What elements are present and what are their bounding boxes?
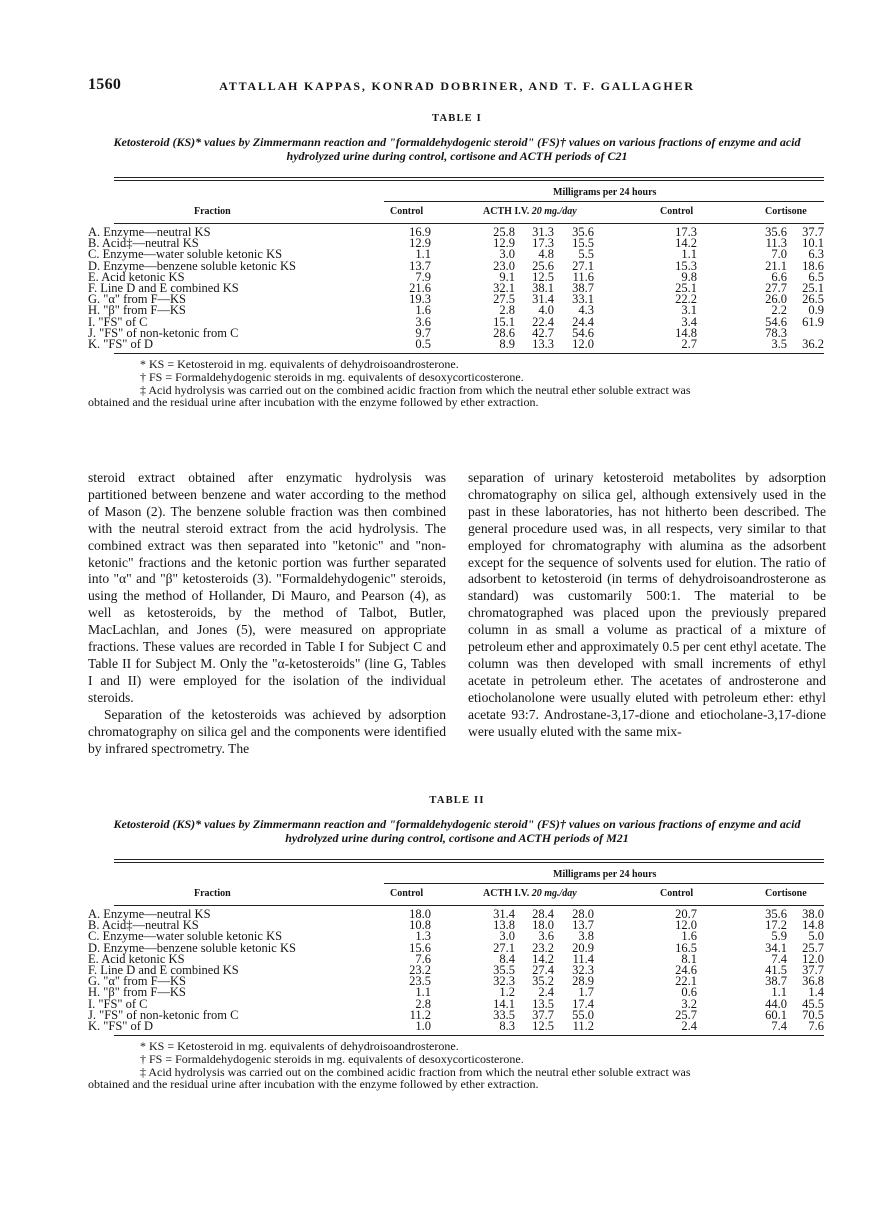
table-cell: 3.4: [681, 314, 697, 329]
table-cell: 21.6: [409, 280, 431, 295]
table-cell: 32.1: [493, 280, 515, 295]
table-cell: 35.2: [532, 974, 554, 989]
fraction-label: F. Line D and E combined KS: [88, 962, 239, 977]
table-cell: 8.4: [499, 951, 515, 966]
table-cell: 8.1: [681, 951, 697, 966]
footnote-acid-continued: obtained and the residual urine after incubation with the enzyme followed by ether extraction.: [88, 1077, 539, 1092]
table-cell: 6.6: [771, 269, 787, 284]
acth-heading-prefix: ACTH I.V.: [483, 206, 532, 217]
milligrams-heading: Milligrams per 24 hours: [553, 869, 657, 880]
fraction-heading: Fraction: [194, 206, 231, 217]
table-cell: 26.0: [765, 292, 787, 307]
fraction-label: I. "FS" of C: [88, 314, 148, 329]
table-cell: 28.6: [493, 325, 515, 340]
table-row: [88, 280, 826, 295]
fraction-label: A. Enzyme—neutral KS: [88, 225, 211, 239]
table-row: [88, 987, 826, 998]
table-cell: 28.0: [572, 907, 594, 921]
fraction-label: G. "α" from F—KS: [88, 974, 187, 989]
footnote-ks: * KS = Ketosteroid in mg. equivalents of dehydroisoandrosterone.: [140, 1039, 459, 1054]
table-cell: 41.5: [765, 962, 787, 977]
table-cell: 7.6: [808, 1018, 824, 1033]
table-label: TABLE I: [432, 113, 482, 124]
table-body: [88, 906, 826, 1035]
table-cell: 12.5: [532, 269, 554, 284]
fraction-label: E. Acid ketonic KS: [88, 269, 185, 284]
table-cell: 31.4: [532, 292, 554, 307]
running-head: ATTALLAH KAPPAS, KONRAD DOBRINER, AND T. F. GALLAGHER: [219, 79, 695, 93]
table-cell: 38.7: [572, 280, 594, 295]
table-cell: 21.1: [765, 258, 787, 273]
table-cell: 37.7: [802, 962, 824, 977]
table-cell: 37.7: [802, 225, 824, 239]
table-cell: 0.5: [415, 336, 431, 351]
table-cell: 11.3: [765, 236, 787, 251]
table-cell: 7.9: [415, 269, 431, 284]
table-cell: 1.6: [415, 303, 431, 318]
table-cell: 18.6: [802, 258, 824, 273]
table-cell: 9.7: [415, 325, 431, 340]
left-column: [88, 470, 446, 757]
fraction-label: A. Enzyme—neutral KS: [88, 907, 211, 921]
table-cell: 27.1: [572, 258, 594, 273]
table-cell: 1.1: [415, 985, 431, 1000]
table-cell: 27.4: [532, 962, 554, 977]
table-cell: 1.1: [415, 247, 431, 262]
acth-heading: [483, 206, 577, 217]
footnote-ks: * KS = Ketosteroid in mg. equivalents of dehydroisoandrosterone.: [140, 357, 459, 372]
table-cell: 1.1: [681, 247, 697, 262]
table-cell: 33.1: [572, 292, 594, 307]
fraction-label: K. "FS" of D: [88, 1018, 154, 1033]
table-1: [88, 113, 826, 409]
table-label: TABLE II: [429, 795, 485, 806]
fraction-label: H. "β" from F—KS: [88, 985, 186, 1000]
table-cell: 38.1: [532, 280, 554, 295]
table-cell: 35.6: [572, 225, 594, 239]
table-cell: 31.4: [493, 907, 515, 921]
table-cell: 12.5: [532, 1018, 554, 1033]
fraction-heading: Fraction: [194, 888, 231, 899]
table-row: [88, 1018, 826, 1033]
table-cell: 28.4: [532, 907, 554, 921]
table-cell: 33.5: [493, 1007, 515, 1022]
table-cell: 27.5: [493, 292, 515, 307]
table-cell: 13.7: [409, 258, 431, 273]
paragraph: steroid extract obtained after enzymatic hydrolysis was partitioned between benzene and water according to the method of Mason (2). The benzene soluble fraction was then combined with the neutral steroid extract from the acid hydrolysis. The combined extract was then separated into "ketonic" and "non-ketonic" fractions and the ketonic portion was further separated into "α" and "β" ketosteroids (3). "Formaldehydogenic" steroids, using the method of Hollander, Di Mauro, and Pearson (4), as well as ketosteroids, by the method of Talbot, Butler, MacLachlan, and Jones (5), were measured on appropriate fractions. These values are recorded in Table I for Subject C and Table II for Subject M. Only the "α-ketosteroids" (line G, Tables I and II) were employed for the isolation of the individual steroids.: [88, 470, 446, 705]
fraction-label: C. Enzyme—water soluble ketonic KS: [88, 929, 283, 944]
fraction-label: D. Enzyme—benzene soluble ketonic KS: [88, 940, 296, 955]
table-cell: 3.5: [771, 336, 787, 351]
table-column-headers: [88, 863, 826, 905]
table-row: [88, 294, 826, 305]
table-cell: 31.3: [532, 225, 554, 239]
table-cell: 78.3: [765, 325, 787, 340]
table-row: [88, 258, 826, 273]
fraction-label: F. Line D and E combined KS: [88, 280, 239, 295]
acth-heading: [483, 888, 577, 899]
table-cell: 10.1: [802, 236, 824, 251]
table-cell: 14.2: [532, 951, 554, 966]
table-cell: 3.1: [681, 303, 697, 318]
table-cell: 7.6: [415, 951, 431, 966]
table-cell: 13.5: [532, 996, 554, 1011]
table-cell: 2.2: [771, 303, 787, 318]
table-cell: 27.1: [493, 940, 515, 955]
table-cell: 10.8: [409, 918, 431, 933]
table-footnotes: [88, 358, 826, 409]
table-cell: 11.2: [572, 1018, 594, 1033]
table-cell: 6.5: [808, 269, 824, 284]
table-cell: 12.0: [802, 951, 824, 966]
table-cell: 55.0: [572, 1007, 594, 1022]
table-cell: 12.0: [572, 336, 594, 351]
table-cell: 25.1: [675, 280, 697, 295]
table-cell: 60.1: [765, 1007, 787, 1022]
footnote-fs: † FS = Formaldehydogenic steroids in mg. equivalents of desoxycorticosterone.: [140, 369, 524, 384]
table-cell: 18.0: [532, 918, 554, 933]
table-column-headers: [88, 181, 826, 223]
table-cell: 17.4: [572, 996, 594, 1011]
table-cell: 32.3: [572, 962, 594, 977]
table-2: [88, 795, 826, 1091]
table-cell: 2.7: [681, 336, 697, 351]
acth-heading-dose: 20 mg./day: [531, 206, 577, 217]
fraction-label: E. Acid ketonic KS: [88, 951, 185, 966]
table-cell: 3.8: [578, 929, 594, 944]
table-cell: 1.3: [415, 929, 431, 944]
table-cell: 44.0: [765, 996, 787, 1011]
table-cell: 23.0: [493, 258, 515, 273]
table-cell: 23.2: [532, 940, 554, 955]
paragraph: Separation of the ketosteroids was achieved by adsorption chromatography on silica gel and the components were identified by infrared spectrometry. The: [88, 706, 446, 756]
page-number: 1560: [88, 76, 122, 93]
table-cell: 5.0: [808, 929, 824, 944]
footnote-acid-continued: obtained and the residual urine after incubation with the enzyme followed by ether extraction.: [88, 395, 539, 410]
table-cell: 11.6: [572, 269, 594, 284]
table-cell: 23.2: [409, 962, 431, 977]
table-cell: 11.4: [572, 951, 594, 966]
table-cell: 4.8: [538, 247, 554, 262]
cortisone-heading: Cortisone: [765, 206, 807, 217]
table-cell: 1.1: [771, 985, 787, 1000]
table-cell: 27.7: [765, 280, 787, 295]
table-cell: 1.0: [415, 1018, 431, 1033]
table-cell: 5.9: [771, 929, 787, 944]
table-cell: 17.3: [532, 236, 554, 251]
table-cell: 12.9: [493, 236, 515, 251]
table-cell: 2.8: [499, 303, 515, 318]
table-row: [88, 962, 826, 977]
table-cell: 37.7: [532, 1007, 554, 1022]
control-heading: Control: [390, 888, 424, 899]
table-cell: 22.2: [675, 292, 697, 307]
body-text: [88, 470, 826, 780]
table-cell: 15.3: [675, 258, 697, 273]
fraction-label: K. "FS" of D: [88, 336, 154, 351]
table-cell: 25.6: [532, 258, 554, 273]
table-cell: 32.3: [493, 974, 515, 989]
fraction-label: I. "FS" of C: [88, 996, 148, 1011]
table-cell: 36.2: [802, 336, 824, 351]
table-cell: 22.1: [675, 974, 697, 989]
table-cell: 0.9: [808, 303, 824, 318]
table-cell: 23.5: [409, 974, 431, 989]
table-cell: 35.6: [765, 907, 787, 921]
table-cell: 15.6: [409, 940, 431, 955]
table-cell: 25.7: [802, 940, 824, 955]
table-cell: 20.9: [572, 940, 594, 955]
table-cell: 36.8: [802, 974, 824, 989]
table-cell: 2.8: [415, 996, 431, 1011]
table-cell: 54.6: [572, 325, 594, 340]
fraction-label: J. "FS" of non-ketonic from C: [88, 1007, 239, 1022]
table-cell: 17.3: [675, 225, 697, 239]
table-footnotes: [88, 1040, 826, 1091]
table-cell: 70.5: [802, 1007, 824, 1022]
table-cell: 1.6: [681, 929, 697, 944]
table-bottom-rule: [114, 1035, 824, 1036]
table-cell: 13.7: [572, 918, 594, 933]
table-cell: 24.4: [572, 314, 594, 329]
table-cell: 12.0: [675, 918, 697, 933]
table-cell: 35.5: [493, 962, 515, 977]
table-cell: 13.3: [532, 336, 554, 351]
table-cell: 34.1: [765, 940, 787, 955]
table-cell: 4.3: [578, 303, 594, 318]
table-cell: 38.7: [765, 974, 787, 989]
table-cell: 25.1: [802, 280, 824, 295]
fraction-label: C. Enzyme—water soluble ketonic KS: [88, 247, 283, 262]
table-cell: 12.9: [409, 236, 431, 251]
table-cell: 24.6: [675, 962, 697, 977]
footnote-acid: ‡ Acid hydrolysis was carried out on the combined acidic fraction from which the neutral ether soluble extract was: [140, 382, 691, 397]
cortisone-heading: Cortisone: [765, 888, 807, 899]
table-row: [88, 976, 826, 987]
table-cell: 17.2: [765, 918, 787, 933]
milligrams-heading: Milligrams per 24 hours: [553, 187, 657, 198]
table-cell: 6.3: [808, 247, 824, 262]
table-cell: 54.6: [765, 314, 787, 329]
table-cell: 7.4: [771, 1018, 787, 1033]
table-cell: 14.1: [493, 996, 515, 1011]
table-cell: 14.8: [675, 325, 697, 340]
table-cell: 1.7: [578, 985, 594, 1000]
fraction-label: J. "FS" of non-ketonic from C: [88, 325, 239, 340]
table-cell: 8.3: [499, 1018, 515, 1033]
paragraph: separation of urinary ketosteroid metabolites by adsorption chromatography on silica gel, although extensively used in the past in these laboratories, has not hitherto been described. The general procedure used was, in all respects, very similar to that employed for chromatography with alumina as the adsorbent except for the sequence of solvents used for elution. The ratio of adsorbent to ketosteroid (in terms of dehydroisoandrosterone as standard) was customarily 500:1. The material to be chromatographed was placed upon the previously prepared column in as small a volume as practical of a mixture of petroleum ether and approximately 0.5 per cent ethyl acetate. The column was then developed with small increments of ethyl acetate in petroleum ether. The acetates of androsterone and etiocholanolone were usually eluted with petroleum ether: ethyl acetate 93:7. Androstane-3,17-dione and etiocholane-3,17-dione were usually eluted with the same mix-: [468, 470, 826, 739]
table-row: [88, 940, 826, 955]
table-caption: Ketosteroid (KS)* values by Zimmermann reaction and "formaldehydogenic steroid" (FS)† values on various fractions of enzyme and acid hydrolyzed urine during control, cortisone and ACTH periods of C21: [113, 135, 801, 163]
table-cell: 3.6: [538, 929, 554, 944]
control-heading: Control: [660, 206, 694, 217]
footnote-fs: † FS = Formaldehydogenic steroids in mg. equivalents of desoxycorticosterone.: [140, 1051, 524, 1066]
table-cell: 20.7: [675, 907, 697, 921]
table-cell: 61.9: [802, 314, 824, 329]
table-cell: 14.8: [802, 918, 824, 933]
table-row: [88, 336, 826, 351]
page-header: [88, 76, 826, 98]
table-cell: 3.0: [499, 247, 515, 262]
table-cell: 35.6: [765, 225, 787, 239]
table-cell: 16.5: [675, 940, 697, 955]
table-cell: 9.1: [499, 269, 515, 284]
table-cell: 5.5: [578, 247, 594, 262]
table-cell: 7.0: [771, 247, 787, 262]
fraction-label: B. Acid‡—neutral KS: [88, 236, 199, 251]
table-cell: 11.2: [409, 1007, 431, 1022]
table-cell: 26.5: [802, 292, 824, 307]
fraction-label: B. Acid‡—neutral KS: [88, 918, 199, 933]
table-cell: 3.0: [499, 929, 515, 944]
table-cell: 4.0: [538, 303, 554, 318]
table-bottom-rule: [114, 353, 824, 354]
table-cell: 25.8: [493, 225, 515, 239]
acth-heading-prefix: ACTH I.V.: [483, 888, 532, 899]
table-cell: 16.9: [409, 225, 431, 239]
table-cell: 19.3: [409, 292, 431, 307]
table-row: [88, 1007, 826, 1022]
table-cell: 25.7: [675, 1007, 697, 1022]
table-cell: 2.4: [681, 1018, 697, 1033]
table-cell: 0.6: [681, 985, 697, 1000]
table-cell: 22.4: [532, 314, 554, 329]
table-cell: 8.9: [499, 336, 515, 351]
table-cell: 28.9: [572, 974, 594, 989]
fraction-label: D. Enzyme—benzene soluble ketonic KS: [88, 258, 296, 273]
table-cell: 3.2: [681, 996, 697, 1011]
table-cell: 14.2: [675, 236, 697, 251]
table-cell: 7.4: [771, 951, 787, 966]
acth-heading-dose: 20 mg./day: [531, 888, 577, 899]
fraction-label: H. "β" from F—KS: [88, 303, 186, 318]
table-cell: 13.8: [493, 918, 515, 933]
table-cell: 18.0: [409, 907, 431, 921]
table-cell: 15.5: [572, 236, 594, 251]
table-row: [88, 305, 826, 316]
control-heading: Control: [660, 888, 694, 899]
right-column: [468, 470, 826, 741]
table-cell: 45.5: [802, 996, 824, 1011]
table-cell: 3.6: [415, 314, 431, 329]
table-cell: 38.0: [802, 907, 824, 921]
table-cell: 9.8: [681, 269, 697, 284]
footnote-acid: ‡ Acid hydrolysis was carried out on the combined acidic fraction from which the neutral ether soluble extract was: [140, 1064, 691, 1079]
table-cell: 1.2: [499, 985, 515, 1000]
table-cell: 42.7: [532, 325, 554, 340]
spanner-rule: [384, 201, 824, 202]
table-cell: 2.4: [538, 985, 554, 1000]
spanner-rule: [384, 883, 824, 884]
table-caption: Ketosteroid (KS)* values by Zimmermann reaction and "formaldehydogenic steroid" (FS)† values on various fractions of enzyme and acid hydrolyzed urine during control, cortisone and ACTH periods of M21: [113, 817, 801, 845]
table-body: [88, 224, 826, 353]
fraction-label: G. "α" from F—KS: [88, 292, 187, 307]
table-row: [88, 325, 826, 340]
table-cell: 1.4: [808, 985, 824, 1000]
control-heading: Control: [390, 206, 424, 217]
table-cell: 15.1: [493, 314, 515, 329]
